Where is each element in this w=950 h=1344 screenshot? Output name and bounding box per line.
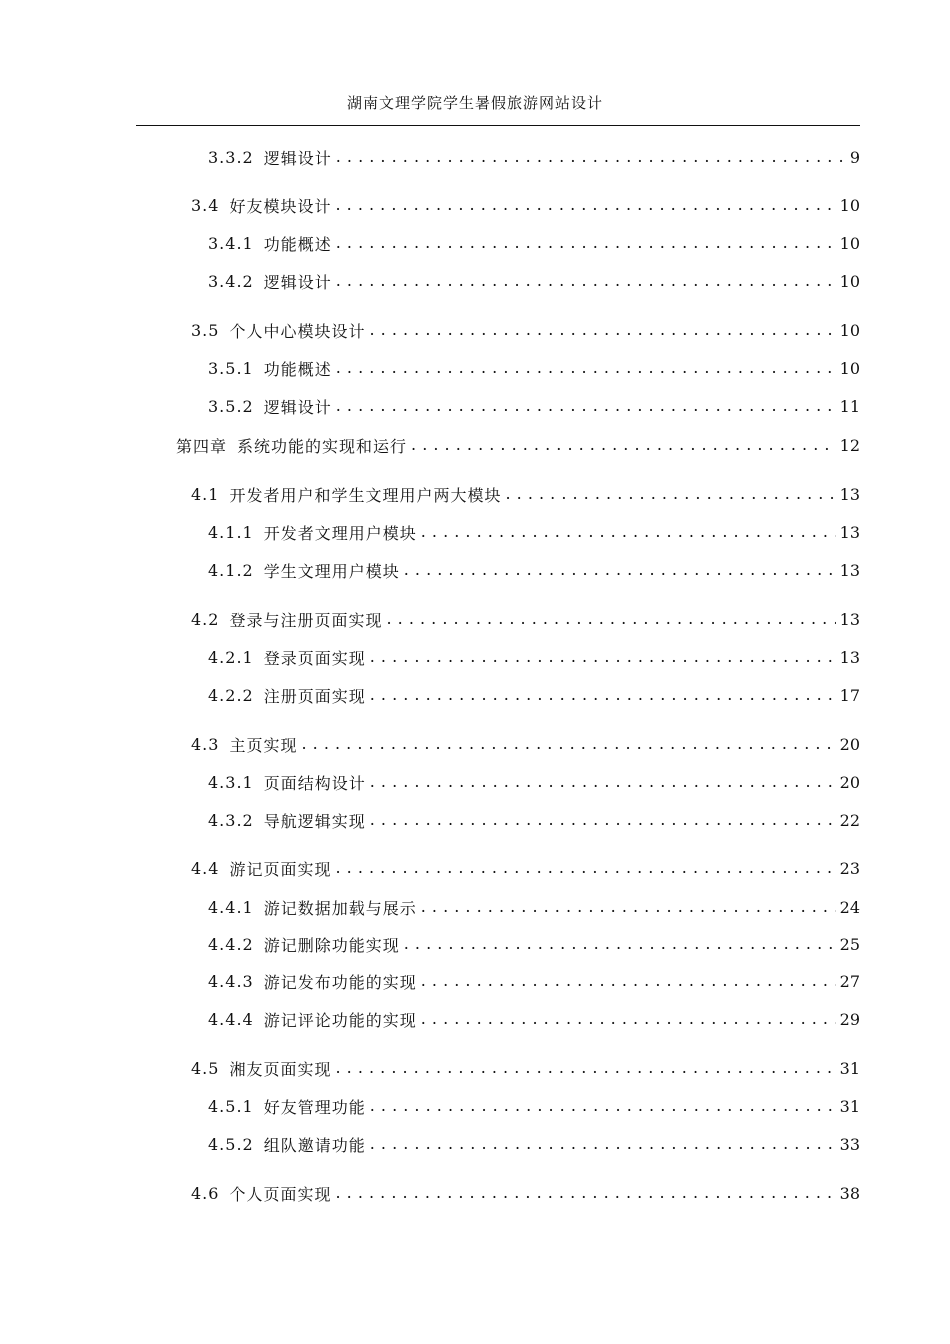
toc-entry-title: 湘友页面实现	[229, 1059, 332, 1079]
toc-entry-title: 个人中心模块设计	[229, 321, 366, 341]
toc-entry-page-number: 38	[839, 1183, 860, 1203]
toc-entry[interactable]	[208, 645, 860, 669]
toc-entry[interactable]	[176, 433, 860, 457]
toc-dot-leader	[336, 396, 836, 416]
toc-entry-number: 4.4.1	[208, 897, 254, 917]
toc-entry-number: 4.5.2	[208, 1134, 254, 1154]
toc-entry[interactable]	[191, 856, 860, 880]
toc-entry-number: 4.5	[191, 1058, 220, 1078]
toc-entry[interactable]	[208, 394, 860, 418]
toc-entry-number: 3.5.1	[208, 358, 254, 378]
toc-dot-leader	[335, 1183, 835, 1203]
toc-entry-title: 登录与注册页面实现	[229, 610, 383, 630]
toc-entry[interactable]	[208, 1094, 860, 1118]
toc-entry-page-number: 22	[839, 810, 860, 830]
toc-entry-number: 4.6	[191, 1183, 220, 1203]
toc-entry-number: 3.4.2	[208, 271, 254, 291]
toc-entry[interactable]	[191, 732, 860, 756]
toc-dot-leader	[335, 858, 835, 878]
toc-entry[interactable]	[191, 1181, 860, 1205]
toc-entry-page-number: 20	[839, 772, 860, 792]
toc-entry-title: 注册页面实现	[263, 686, 366, 706]
toc-entry-number: 4.4.2	[208, 934, 254, 954]
toc-entry-number: 4.3.2	[208, 810, 254, 830]
toc-entry-page-number: 10	[839, 195, 860, 215]
toc-entry-number: 3.3.2	[208, 147, 254, 167]
toc-entry-number: 3.5	[191, 320, 220, 340]
toc-entry-page-number: 13	[839, 484, 860, 504]
toc-dot-leader	[370, 810, 836, 830]
toc-entry-title: 逻辑设计	[263, 148, 332, 168]
toc-entry-page-number: 13	[839, 522, 860, 542]
toc-entry-page-number: 10	[839, 358, 860, 378]
toc-entry[interactable]	[191, 1056, 860, 1080]
toc-dot-leader	[404, 560, 836, 580]
toc-entry-title: 游记发布功能的实现	[263, 972, 417, 992]
toc-entry[interactable]	[208, 356, 860, 380]
toc-entry-page-number: 29	[839, 1009, 860, 1029]
toc-entry-title: 功能概述	[263, 359, 332, 379]
toc-dot-leader	[336, 358, 836, 378]
toc-entry-page-number: 31	[839, 1058, 860, 1078]
toc-entry-number: 4.1.1	[208, 522, 254, 542]
toc-entry[interactable]	[191, 193, 860, 217]
toc-entry[interactable]	[208, 770, 860, 794]
toc-entry-number: 4.4.4	[208, 1009, 254, 1029]
toc-dot-leader	[335, 1058, 835, 1078]
toc-entry-page-number: 24	[839, 897, 860, 917]
toc-entry-number: 4.4.3	[208, 971, 254, 991]
toc-entry[interactable]	[208, 808, 860, 832]
toc-entry[interactable]	[208, 558, 860, 582]
toc-entry-page-number: 13	[839, 609, 860, 629]
toc-entry[interactable]	[208, 1132, 860, 1156]
toc-entry-title: 功能概述	[263, 234, 332, 254]
toc-entry-page-number: 10	[839, 320, 860, 340]
toc-entry-title: 逻辑设计	[263, 397, 332, 417]
toc-dot-leader	[421, 1009, 836, 1029]
toc-entry-title: 开发者用户和学生文理用户两大模块	[229, 485, 502, 505]
toc-entry-page-number: 10	[839, 233, 860, 253]
toc-entry-title: 开发者文理用户模块	[263, 523, 417, 543]
toc-entry-page-number: 31	[839, 1096, 860, 1116]
toc-dot-leader	[505, 484, 835, 504]
toc-entry-page-number: 25	[839, 934, 860, 954]
toc-dot-leader	[370, 685, 836, 705]
toc-entry[interactable]	[191, 482, 860, 506]
toc-entry-title: 个人页面实现	[229, 1184, 332, 1204]
toc-dot-leader	[421, 971, 836, 991]
toc-dot-leader	[336, 233, 836, 253]
toc-entry-number: 3.5.2	[208, 396, 254, 416]
toc-entry-page-number: 27	[839, 971, 860, 991]
toc-entry[interactable]	[208, 932, 860, 956]
toc-entry-title: 系统功能的实现和运行	[237, 436, 408, 456]
toc-dot-leader	[421, 522, 836, 542]
toc-entry-number: 4.2	[191, 609, 220, 629]
toc-entry-title: 登录页面实现	[263, 648, 366, 668]
toc-entry[interactable]	[208, 145, 860, 169]
toc-entry-title: 主页实现	[229, 735, 298, 755]
page-header-title: 湖南文理学院学生暑假旅游网站设计	[346, 94, 603, 112]
toc-entry[interactable]	[208, 683, 860, 707]
toc-entry-title: 游记页面实现	[229, 859, 332, 879]
toc-entry-number: 4.4	[191, 858, 220, 878]
toc-entry-number: 4.2.1	[208, 647, 254, 667]
toc-dot-leader	[411, 435, 836, 455]
toc-entry-page-number: 23	[839, 858, 860, 878]
toc-entry[interactable]	[208, 269, 860, 293]
toc-entry-title: 游记评论功能的实现	[263, 1010, 417, 1030]
toc-entry-number: 4.3	[191, 734, 220, 754]
toc-entry[interactable]	[191, 318, 860, 342]
toc-entry-title: 组队邀请功能	[263, 1135, 366, 1155]
header-rule	[136, 125, 860, 126]
toc-entry-page-number: 10	[839, 271, 860, 291]
toc-entry-page-number: 12	[839, 435, 860, 455]
toc-dot-leader	[386, 609, 835, 629]
toc-dot-leader	[370, 772, 836, 792]
toc-entry-title: 游记删除功能实现	[263, 935, 400, 955]
toc-dot-leader	[370, 647, 836, 667]
toc-entry[interactable]	[208, 520, 860, 544]
toc-entry-title: 好友管理功能	[263, 1097, 366, 1117]
toc-entry[interactable]	[208, 231, 860, 255]
toc-entry-title: 学生文理用户模块	[263, 561, 400, 581]
toc-entry-number: 4.5.1	[208, 1096, 254, 1116]
toc-dot-leader	[301, 734, 835, 754]
toc-entry-page-number: 20	[839, 734, 860, 754]
toc-entry-number: 4.1	[191, 484, 220, 504]
toc-entry-page-number: 13	[839, 560, 860, 580]
toc-dot-leader	[370, 1134, 836, 1154]
toc-dot-leader	[336, 147, 844, 167]
toc-dot-leader	[335, 195, 835, 215]
toc-entry[interactable]	[208, 895, 860, 919]
toc-entry-title: 逻辑设计	[263, 272, 332, 292]
toc-entry-number: 4.3.1	[208, 772, 254, 792]
toc-entry[interactable]	[191, 607, 860, 631]
toc-entry-page-number: 33	[839, 1134, 860, 1154]
toc-entry[interactable]	[208, 969, 860, 993]
toc-entry-number: 第四章	[176, 436, 228, 456]
toc-entry-number: 4.1.2	[208, 560, 254, 580]
toc-dot-leader	[421, 897, 836, 917]
toc-entry-page-number: 13	[839, 647, 860, 667]
toc-entry-number: 3.4	[191, 195, 220, 215]
toc-entry-title: 导航逻辑实现	[263, 811, 366, 831]
toc-dot-leader	[370, 1096, 836, 1116]
toc-entry-title: 游记数据加载与展示	[263, 898, 417, 918]
toc-dot-leader	[369, 320, 835, 340]
toc-entry-page-number: 17	[839, 685, 860, 705]
toc-entry-page-number: 9	[849, 147, 860, 167]
toc-entry-number: 3.4.1	[208, 233, 254, 253]
toc-entry-page-number: 11	[839, 396, 860, 416]
toc-entry-number: 4.2.2	[208, 685, 254, 705]
toc-entry-title: 页面结构设计	[263, 773, 366, 793]
toc-dot-leader	[336, 271, 836, 291]
toc-entry[interactable]	[208, 1007, 860, 1031]
toc-entry-title: 好友模块设计	[229, 196, 332, 216]
toc-dot-leader	[404, 934, 836, 954]
